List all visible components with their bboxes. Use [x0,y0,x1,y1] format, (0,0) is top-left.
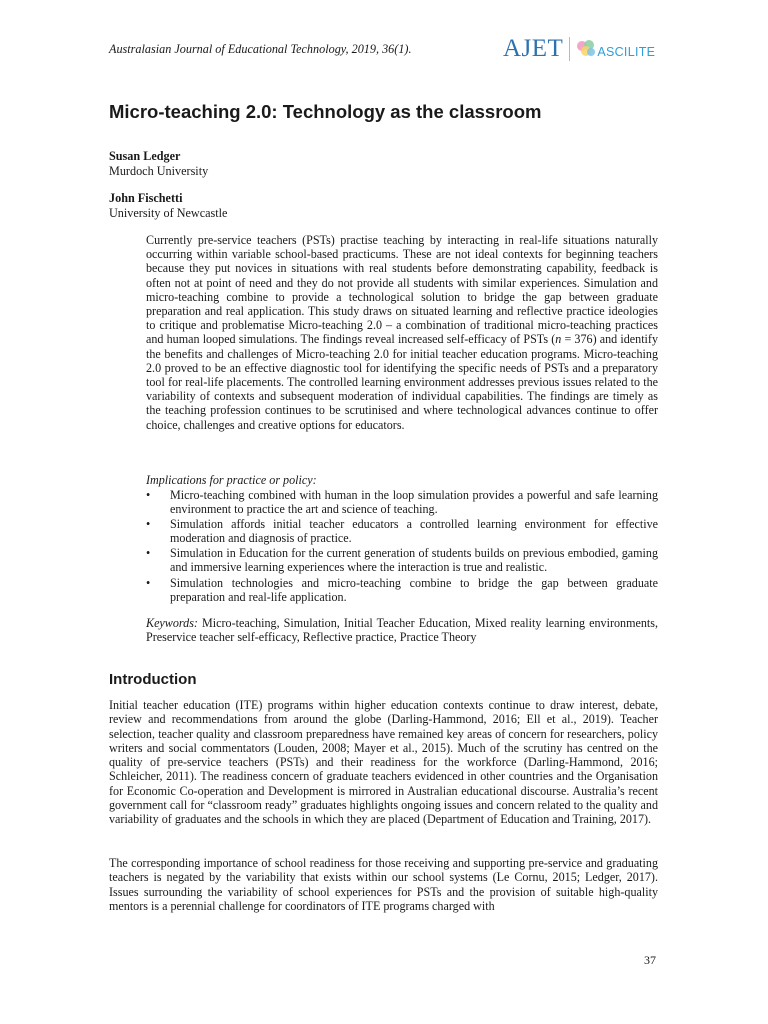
list-item [146,488,658,516]
list-item-text: Simulation in Education for the current generation of students builds on previous embodied, gaming and immersive learning experiences where the interaction is true and realistic. [170,546,658,575]
keywords-label: Keywords: [146,616,198,630]
author-block [109,191,227,221]
sample-size-symbol: n [555,332,562,347]
keywords [146,616,658,644]
list-item [146,517,658,545]
list-item-text: Simulation technologies and micro-teaching combine to bridge the gap between graduate preparation and real-life application. [170,575,658,604]
logo-divider [569,37,570,61]
journal-logo [503,32,655,66]
abstract-text: Currently pre-service teachers (PSTs) practise teaching by interacting in real-life situations naturally occurring within variable school-based practicums. These are not ideal contexts for beginning teachers because they put novices in situations with real students before demonstrating capability, feedback is often not at point of need and they do not provide all students with similar experiences. Simulation and micro-teaching combine to provide a technological solution to bridge the gap between graduate preparation and real application. This study draws on situated learning and reflective practice ideologies to critique and problematise Micro-teaching 2.0 – a combination of traditional micro-teaching practices and human looped simulations. The findings reveal increased self-efficacy of PSTs ( [146,233,658,347]
body-paragraph: The corresponding importance of school readiness for those receiving and supporting pre-service and graduating teachers is negated by the variability that exists within our school systems (Le Cornu, 2015; Ledger, 2017). Issues surrounding the variability of school experiences for PSTs and the provision of suitable high-quality mentors is a perennial challenge for coordinators of ITE programs charged with [109,856,658,913]
list-item [146,546,658,574]
implications-list [146,488,658,605]
ajet-logo-text: AJET [503,35,564,62]
author-name: Susan Ledger [109,149,181,163]
implications-heading: Implications for practice or policy: [146,473,317,487]
list-item-text: Micro-teaching combined with human in the loop simulation provides a powerful and safe learning environment to practice the art and science of teaching. [170,488,658,517]
section-heading: Introduction [109,671,197,688]
list-item [146,576,658,604]
keywords-text: Micro-teaching, Simulation, Initial Teacher Education, Mixed reality learning environments, Preservice teacher self-efficacy, Reflective practice, Practice Theory [146,616,658,645]
author-block [109,149,208,179]
article-title: Micro-teaching 2.0: Technology as the classroom [109,101,542,122]
author-affiliation: Murdoch University [109,164,209,178]
body-paragraph: Initial teacher education (ITE) programs within higher education contexts continue to draw interest, debate, review and recommendations from around the globe (Darling-Hammond, 2016; Ell et al., 2019). Teacher selection, teacher quality and classroom preparedness have remained key areas of concern for researchers, policy writers and social commentators (Louden, 2008; Mayer et al., 2015). Much of the scrutiny has centred on the quality of pre-service teachers (PSTs) and their readiness for the workforce (Darling-Hammond, 2016; Schleicher, 2011). The readiness concern of graduate teachers evidenced in other countries and the Organisation for Economic Co-operation and Development is mirrored in Australian educational discourse. Australia’s recent government call for “classroom ready” graduates highlights ongoing issues and concern related to the quality and variability of graduates and the schools in which they are placed (Department of Education and Training, 2017). [109,698,658,827]
author-name: John Fischetti [109,191,183,205]
bullet-icon: • [146,546,151,561]
bullet-icon: • [146,575,151,590]
bullet-icon: • [146,488,151,502]
bullet-icon: • [146,517,151,532]
list-item-text: Simulation affords initial teacher educators a controlled learning environment for effective moderation and diagnosis of practice. [170,517,658,546]
ascilite-emblem-icon [576,39,596,59]
page-number: 37 [644,953,656,967]
abstract-text: = 376) and identify the benefits and challenges of Micro-teaching 2.0 for initial teacher education programs. Micro-teaching 2.0 proved to be an effective diagnostic tool for identifying the specific needs of PSTs and a preparatory tool for real-life placements. The controlled learning environment addresses previous issues related to the variability of contexts and subsequent moderation of individual capabilities. The findings are timely as the teaching profession continues to be scrutinised and where technological advances continue to offer choice, challenges and creative options for educators. [146,332,658,432]
ascilite-logo-text: ASCILITE [597,45,656,59]
author-affiliation: University of Newcastle [109,206,228,220]
running-head: Australasian Journal of Educational Technology, 2019, 36(1). [109,42,412,56]
abstract [146,233,658,432]
